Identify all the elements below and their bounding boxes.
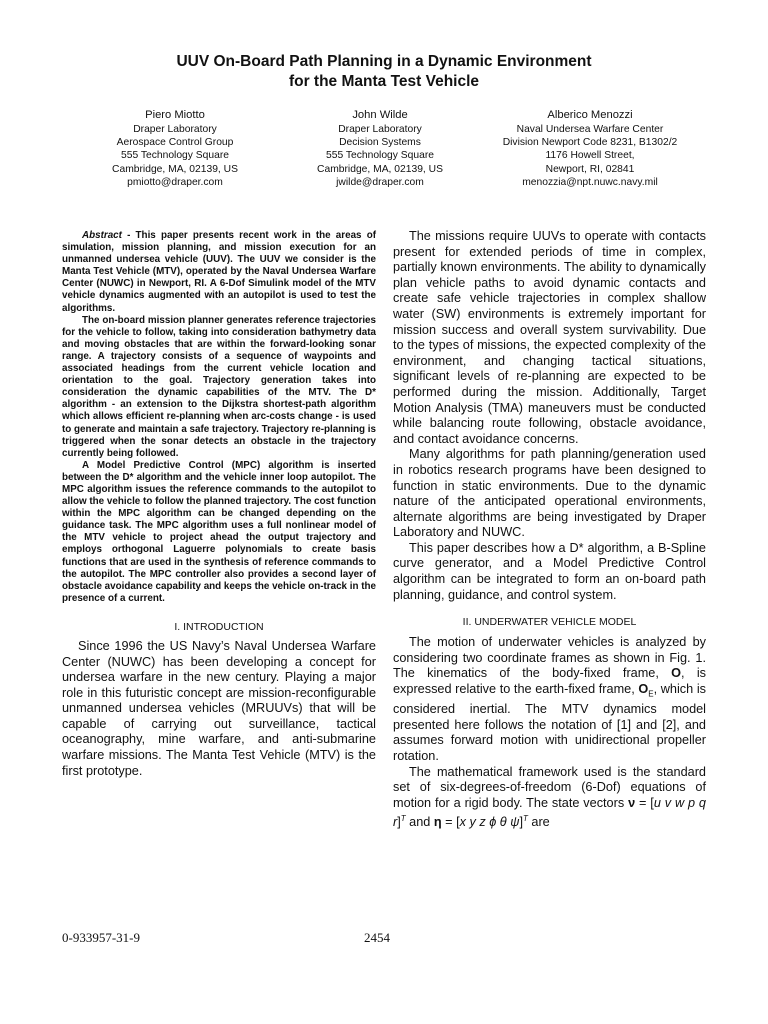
- section-heading-introduction: I. INTRODUCTION: [174, 620, 264, 633]
- author-email: menozzia@npt.nuwc.navy.mil: [522, 176, 658, 188]
- model-text: , which is considered inertial. The MTV dynamics model presented here follows the notation of [1] and [2], and assumes forward motion with unidirectional propeller rotation.: [393, 682, 706, 763]
- author-email: jwilde@draper.com: [336, 176, 424, 188]
- equation-text: ]: [519, 815, 523, 830]
- paper-title: [0, 52, 768, 92]
- eta-symbol: η: [433, 815, 442, 830]
- equation-text: are: [527, 815, 550, 830]
- equation-text: and: [405, 815, 434, 830]
- intro-paragraph-3: Many algorithms for path planning/generation used in robotics research programs have been designed to function in static environments. Due to the dynamic nature of the anticipated operational environments, alternate algorithms are being investigated by Draper Laboratory and NUWC.: [393, 447, 706, 540]
- frame-oe-subscript: E: [648, 689, 654, 699]
- abstract-label: Abstract: [82, 230, 122, 241]
- author-affiliation: Draper Laboratory: [338, 124, 422, 135]
- author-city: Newport, RI, 02841: [545, 163, 635, 175]
- intro-paragraph-4: This paper describes how a D* algorithm, a B-Spline curve generator, and a Model Predictive Control algorithm can be integrated to form an on-board path planning, guidance, and control system.: [393, 540, 706, 602]
- author-email: pmiotto@draper.com: [127, 176, 223, 188]
- author-name: Piero Miotto: [145, 109, 205, 121]
- author-city: Cambridge, MA, 02139, US: [112, 163, 238, 175]
- author-affiliation: Naval Undersea Warfare Center: [516, 124, 664, 135]
- author-street: 1176 Howell Street,: [545, 150, 635, 162]
- equation-text: ]: [397, 815, 401, 830]
- model-paragraph-2: [393, 765, 706, 832]
- abstract-paragraph-2: The on-board mission planner generates reference trajectories for the vehicle to follow, taking into consideration bathymetry data and moving obstacles that are within the forward-looking sonar range. A trajectory consists of a sequence of waypoints and associated headings from the current vehicle location and orientation to the goal. Trajectory generation takes into consideration the dynamic capabilities of the MTV. The D* algorithm - an extension to the Dijkstra shortest-path algorithm which allows efficient re-planning when arc-costs change - is used to generate and maintain a safe trajectory. Trajectory re-planning is triggered when the sonar detects an obstacle in the trajectory currently being followed.: [62, 314, 376, 459]
- abstract-paragraph-3: A Model Predictive Control (MPC) algorithm is inserted between the D* algorithm and the vehicle inner loop autopilot. The MPC algorithm issues the reference commands to the autopilot to allow the vehicle to follow the planned trajectory. The cost function within the MPC algorithm can be changed depending on the guidance task. The MPC algorithm uses a full nonlinear model of the MTV vehicle to project ahead the output trajectory and employs orthogonal Laguerre polynomials to create basis functions that are used in the synthesis of reference commands to the autopilot. The MPC controller also provides a second layer of obstacle avoidance capability and keeps the vehicle on-track in the presence of a current.: [62, 459, 377, 604]
- abstract: [62, 230, 376, 605]
- nu-vector: u v w p q r: [393, 795, 706, 830]
- model-text: , is expressed relative to the earth-fixed frame,: [393, 666, 706, 697]
- equation-text: = [: [441, 815, 460, 830]
- model-text: The motion of underwater vehicles is analyzed by considering two coordinate frames as shown in Fig. 1. The kinematics of the body-fixed frame,: [393, 635, 706, 681]
- model-text: The mathematical framework used is the standard set of six-degrees-of-freedom (6-Dof) equations of motion for a rigid body. The state vectors: [393, 764, 706, 810]
- author-name: Alberico Menozzi: [547, 109, 633, 121]
- author-affiliation: Draper Laboratory: [133, 124, 217, 135]
- transpose-symbol: T: [522, 814, 528, 824]
- footer-page-number: 2454: [364, 930, 390, 945]
- frame-o-symbol: O: [671, 666, 682, 681]
- author-block-menozzi: [474, 108, 706, 189]
- author-street: 555 Technology Square: [120, 150, 229, 162]
- model-paragraph-1: [393, 635, 706, 764]
- transpose-symbol: T: [400, 814, 406, 824]
- author-block-wilde: [275, 108, 485, 189]
- author-department: Decision Systems: [339, 137, 421, 149]
- left-column: [62, 230, 376, 779]
- abstract-paragraph-1: [62, 230, 376, 315]
- author-street: 555 Technology Square: [325, 150, 434, 162]
- title-line-1: UUV On-Board Path Planning in a Dynamic Environment: [176, 53, 592, 70]
- author-name: John Wilde: [352, 109, 408, 121]
- author-city: Cambridge, MA, 02139, US: [317, 163, 443, 175]
- eta-vector: x y z ϕ θ ψ: [459, 815, 520, 830]
- frame-oe-symbol: O: [638, 682, 649, 697]
- author-block-miotto: [70, 108, 280, 189]
- intro-paragraph-1: Since 1996 the US Navy’s Naval Undersea Warfare Center (NUWC) has been developing a concept for undersea warfare in the new century. Playing a major role in this futuristic concept are mission-reconfigurable unmanned undersea vehicles (MRUUVs) that will be capable of carrying out surveillance, tactical oceanography, mine warfare, and anti-submarine warfare missions. The Manta Test Vehicle (MTV) is the first prototype.: [62, 638, 376, 778]
- author-department: Aerospace Control Group: [116, 137, 234, 149]
- author-department: Division Newport Code 8231, B1302/2: [502, 137, 678, 149]
- intro-paragraph-2: The missions require UUVs to operate with contacts present for extended periods of time in complex, partially known environments. The ability to dynamically plan vehicle paths to avoid dynamic contacts and create safe vehicle trajectories in complex shallow water (SW) environments is extremely important for mission success and overall system survivability. Due to the types of missions, the expected complexity of the environment, and changing tactical situations, significant levels of re-planning are expected to be performed during the mission. Additionally, Target Motion Analysis (TMA) maneuvers must be conducted while balancing route following, obstacle avoidance, and contact avoidance concerns.: [393, 229, 706, 446]
- abstract-text: - This paper presents recent work in the areas of simulation, mission planning, and mission execution for an unmanned undersea vehicle (UUV). The UUV we consider is the Manta Test Vehicle (MTV), operated by the Naval Undersea Warfare Center (NUWC) in Newport, RI. A 6-Dof Simulink model of the MTV vehicle dynamics augmented with an autopilot is used to test the algorithms.: [62, 230, 376, 314]
- title-line-2: for the Manta Test Vehicle: [288, 73, 480, 90]
- equation-text: = [: [635, 795, 654, 810]
- nu-symbol: ν: [628, 795, 636, 810]
- section-heading-vehicle-model: II. UNDERWATER VEHICLE MODEL: [462, 616, 637, 629]
- right-column: [393, 229, 706, 831]
- footer-isbn: 0-933957-31-9: [62, 930, 140, 945]
